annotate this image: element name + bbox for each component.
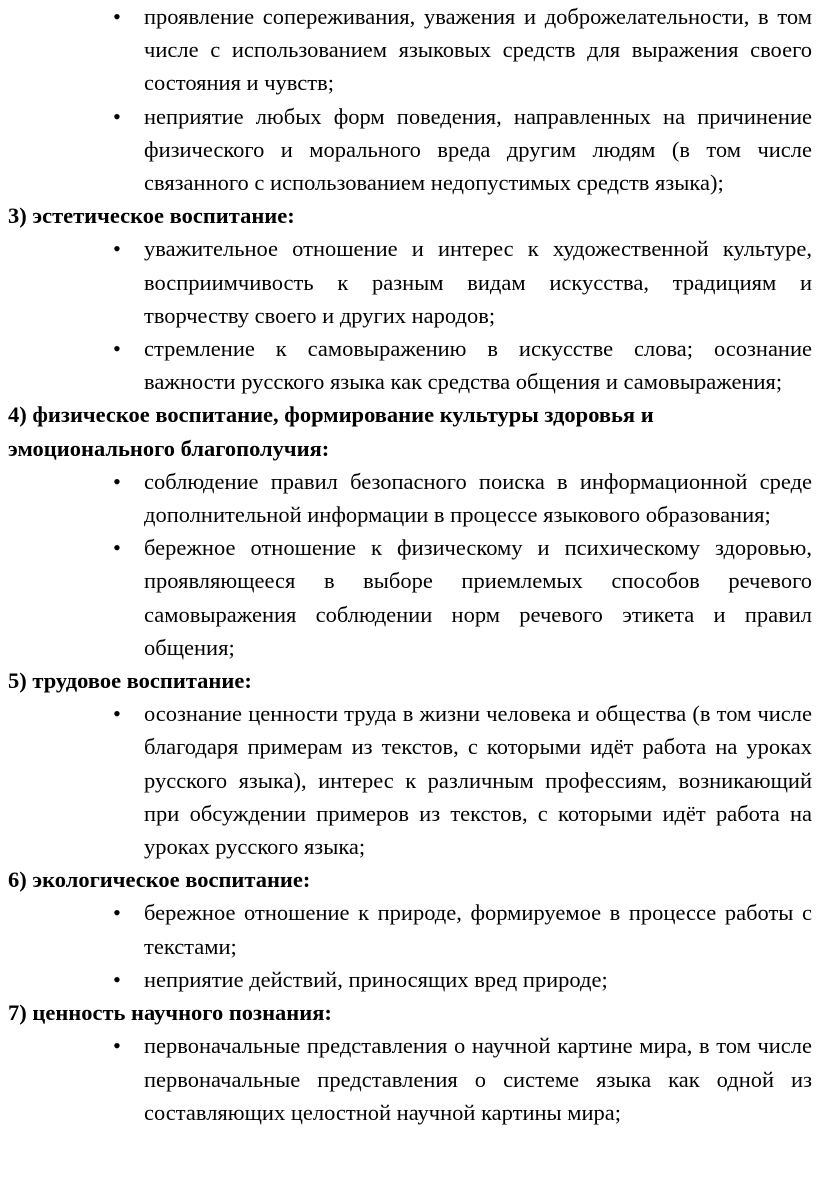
list-item — [0, 100, 812, 200]
bullet-list — [0, 697, 816, 863]
bullet-list — [0, 232, 816, 398]
list-item-text: бережное отношение к природе, формируемое в процессе работы с текстами; — [144, 900, 812, 959]
bullet-list — [0, 1029, 816, 1129]
list-item — [0, 896, 812, 962]
list-item-text: стремление к самовыражению в искусстве слова; осознание важности русского языка как средства общения и самовыражения; — [144, 336, 812, 395]
list-item-text: первоначальные представления о научной картине мира, в том числе первоначальные представления о системе языка как одной из составляющих целостной научной картины мира; — [144, 1033, 812, 1125]
bullet-list — [0, 896, 816, 996]
list-item — [0, 232, 812, 332]
section-heading: 5) трудовое воспитание: — [8, 668, 252, 694]
bullet-icon: • — [113, 701, 121, 727]
section-heading: 7) ценность научного познания: — [8, 1000, 332, 1026]
bullet-icon: • — [113, 4, 121, 29]
bullet-icon: • — [113, 236, 121, 262]
list-item — [0, 1029, 812, 1129]
bullet-list — [0, 465, 816, 664]
bullet-icon: • — [113, 103, 121, 129]
bullet-icon: • — [113, 1033, 121, 1059]
list-item-text: неприятие действий, приносящих вред природе; — [144, 966, 608, 992]
bullet-icon: • — [113, 535, 121, 561]
bullet-list — [0, 0, 816, 199]
list-item — [0, 697, 812, 863]
section-heading: 6) экологическое воспитание: — [8, 867, 311, 893]
list-item-text: неприятие любых форм поведения, направленных на причинение физического и морального вреда другим людям (в том числе связанного с использованием недопустимых средств языка); — [144, 103, 812, 196]
section-heading: 4) физическое воспитание, формирование культуры здоровья и эмоционального благополучия: — [8, 402, 654, 461]
list-item — [0, 0, 812, 100]
list-item — [0, 332, 812, 398]
list-item-text: уважительное отношение и интерес к художественной культуре, восприимчивость к разным видам искусства, традициям и творчеству своего и других народов; — [144, 236, 812, 328]
bullet-icon: • — [113, 336, 121, 362]
list-item-text: бережное отношение к физическому и психическому здоровью, проявляющееся в выборе приемлемых способов речевого самовыражения соблюдении норм речевого этикета и правил общения; — [144, 535, 812, 660]
list-item — [0, 531, 812, 664]
section-heading: 3) эстетическое воспитание: — [8, 203, 295, 229]
bullet-icon: • — [113, 468, 121, 494]
bullet-icon: • — [113, 966, 121, 992]
bullet-icon: • — [113, 900, 121, 926]
list-item — [0, 963, 812, 996]
list-item-text: проявление сопереживания, уважения и доброжелательности, в том числе с использованием языковых средств для выражения своего состояния и чувств; — [144, 4, 812, 96]
list-item-text: осознание ценности труда в жизни человека и общества (в том числе благодаря примерам из текстов, с которыми идёт работа на уроках русского языка), интерес к различным профессиям, возникающий при обсуждении примеров из текстов, с которыми идёт работа на уроках русского языка; — [144, 701, 812, 860]
list-item — [0, 465, 812, 531]
list-item-text: соблюдение правил безопасного поиска в информационной среде дополнительной информации в процессе языкового образования; — [144, 468, 812, 528]
